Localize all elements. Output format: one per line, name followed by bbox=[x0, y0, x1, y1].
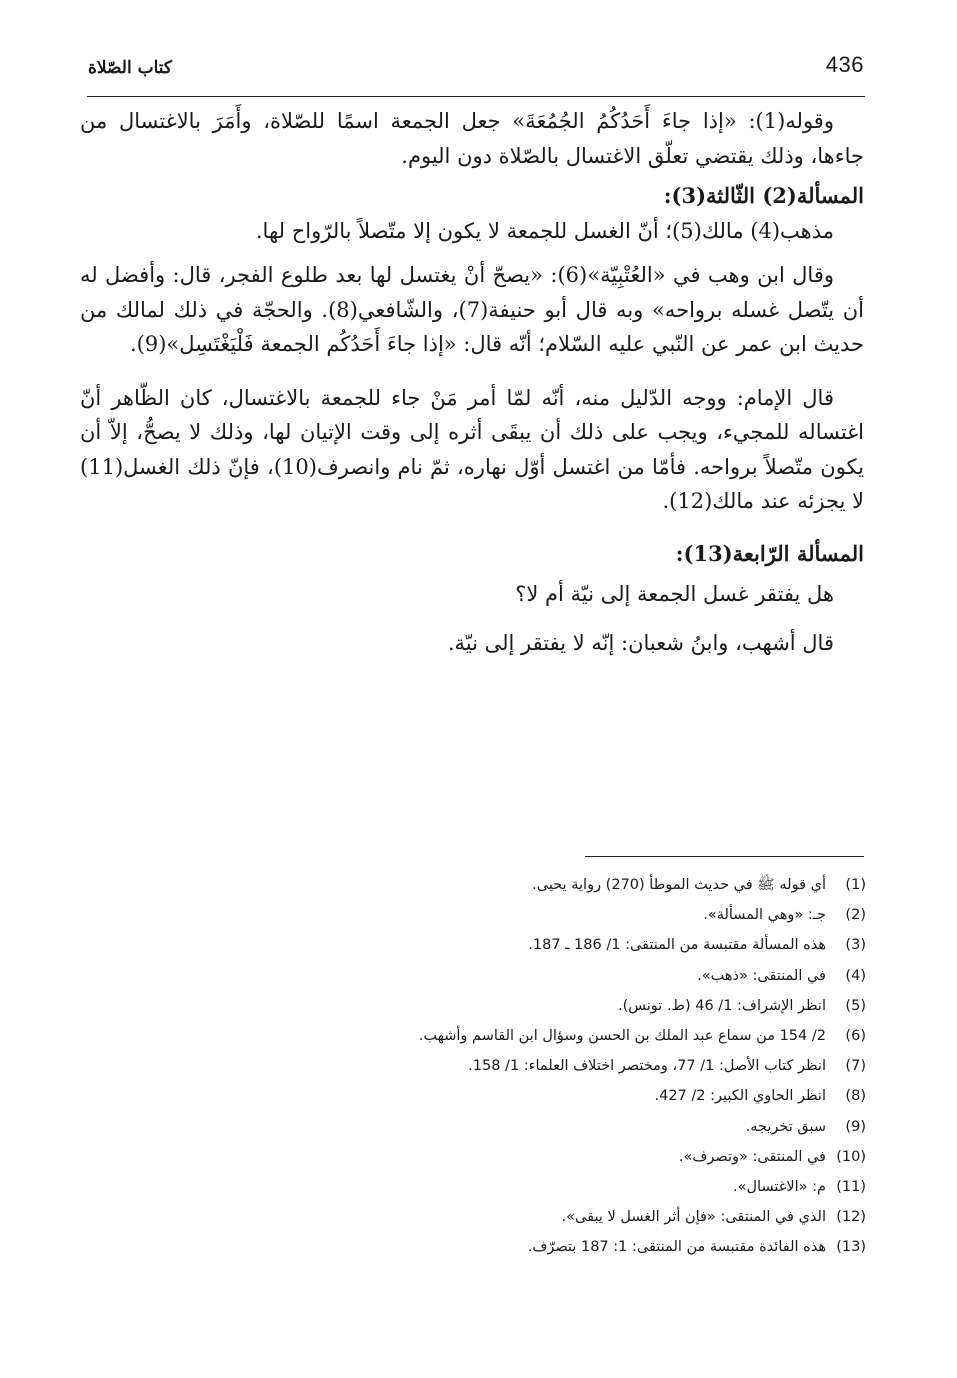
footnote-item bbox=[300, 870, 866, 900]
footnote-text: هذه الفائدة مقتبسة من المنتقى: 1: 187 بتصرّف. bbox=[527, 1239, 826, 1256]
footnote-item bbox=[300, 1051, 866, 1081]
paragraph-1: وقوله(1): «إذا جاءَ أَحَدُكُمُ الجُمُعَةَ» جعل الجمعة اسمًا للصّلاة، وأَمَرَ بالاغتسال من جاءها، وذلك يقتضي تعلّق الاغتسال بالصّلاة دون اليوم. bbox=[80, 109, 864, 168]
paragraph-2: مذهب(4) مالك(5)؛ أنّ الغسل للجمعة لا يكون إلا متّصلاً بالرّواح لها. bbox=[255, 218, 834, 243]
footnote-number: (4) bbox=[845, 967, 866, 984]
footnote-item bbox=[300, 1081, 866, 1111]
footnote-number: (3) bbox=[845, 937, 866, 954]
footnote-text: 2/ 154 من سماع عبد الملك بن الحسن وسؤال ابن القاسم وأشهب. bbox=[418, 1028, 826, 1045]
page-number: 436 bbox=[825, 52, 864, 77]
footnote-text: انظر الإشراف: 1/ 46 (ط. تونس). bbox=[618, 997, 826, 1014]
question-line: هل يفتقر غسل الجمعة إلى نيّة أم لا؟ bbox=[515, 582, 834, 606]
footnote-item bbox=[300, 1202, 866, 1232]
footnote-text: هذه المسألة مقتبسة من المنتقى: 1/ 186 ـ 187. bbox=[528, 937, 826, 954]
footnote-text: انظر كتاب الأصل: 1/ 77، ومختصر اختلاف العلماء: 1/ 158. bbox=[468, 1058, 826, 1075]
footnote-item bbox=[300, 1112, 866, 1142]
footnote-item bbox=[300, 1021, 866, 1051]
footnote-text: في المنتقى: «ذهب». bbox=[697, 967, 826, 984]
section-heading-fourth-issue: المسألة الرّابعة(13): bbox=[675, 540, 864, 566]
footnote-item bbox=[300, 961, 866, 991]
footnote-text: سبق تخريجه. bbox=[745, 1118, 826, 1135]
footnote-number: (5) bbox=[845, 997, 866, 1014]
running-title: كتاب الصّلاة bbox=[88, 58, 173, 78]
footnote-item bbox=[300, 900, 866, 930]
footnote-number: (2) bbox=[845, 907, 866, 924]
section-heading-third-issue: المسألة(2) الثّالثة(3): bbox=[663, 183, 864, 208]
footnote-number: (13) bbox=[836, 1239, 866, 1256]
footnote-number: (10) bbox=[836, 1148, 866, 1165]
footnote-item bbox=[300, 1142, 866, 1172]
footnote-number: (1) bbox=[845, 877, 866, 893]
main-text bbox=[80, 104, 864, 660]
footnote-text: م: «الاغتسال». bbox=[733, 1179, 826, 1196]
footnote-number: (11) bbox=[836, 1179, 866, 1196]
page-header bbox=[88, 52, 864, 92]
footnote-number: (8) bbox=[845, 1088, 866, 1105]
footnote-text: جـ: «وهي المسألة». bbox=[703, 907, 826, 924]
footnotes-list bbox=[300, 870, 866, 1263]
footnote-item bbox=[300, 930, 866, 960]
footnote-text: أي قوله ﷺ في حديث الموطأ (270) رواية يحيى. bbox=[532, 877, 826, 893]
paragraph-4: قال الإمام: ووجه الدّليل منه، أنّه لمّا أمر مَنْ جاء للجمعة بالاغتسال، كان الظّاهر أنّ اغتساله للمجيء، ويجب على ذلك أن يبقَى أثره إلى وقت الإتيان لها، وذلك لا يصحُّ، إلاّ أن يكون متّصلاً برواحه. فأمّا من اغتسل أوّل نهاره، ثمّ نام وانصرف(10)، فإنّ ذلك الغسل(11) لا يجزئه عند مالك(12). bbox=[80, 385, 865, 513]
footnote-text: انظر الحاوي الكبير: 2/ 427. bbox=[654, 1088, 826, 1105]
footnote-number: (6) bbox=[845, 1028, 866, 1045]
answer-line: قال أشهب، وابنُ شعبان: إنّه لا يفتقر إلى نيّة. bbox=[447, 630, 834, 655]
header-rule bbox=[87, 96, 865, 97]
footnote-item bbox=[300, 1232, 866, 1262]
footnote-rule bbox=[585, 856, 864, 857]
footnote-number: (12) bbox=[836, 1209, 866, 1226]
footnote-text: الذي في المنتقى: «فإن أثر الغسل لا يبقى». bbox=[561, 1209, 826, 1226]
paragraph-3: وقال ابن وهب في «العُتْبِيّة»(6): «يصحّ أنْ يغتسل لها بعد طلوع الفجر، قال: وأفضل له أن يتّصل غسله برواحه» وبه قال أبو حنيفة(7)، والشّافعي(8). والحجّة في ذلك لمالك من حديث ابن عمر عن النّبي عليه السّلام؛ أنّه قال: «إذا جاءَ أَحَدُكُم الجمعة فَلْيَغْتَسِل»(9). bbox=[80, 263, 864, 356]
footnote-number: (7) bbox=[845, 1058, 866, 1075]
footnote-item bbox=[300, 1172, 866, 1202]
footnote-text: في المنتقى: «وتصرف». bbox=[678, 1148, 826, 1165]
footnote-number: (9) bbox=[845, 1118, 866, 1135]
footnote-item bbox=[300, 991, 866, 1021]
